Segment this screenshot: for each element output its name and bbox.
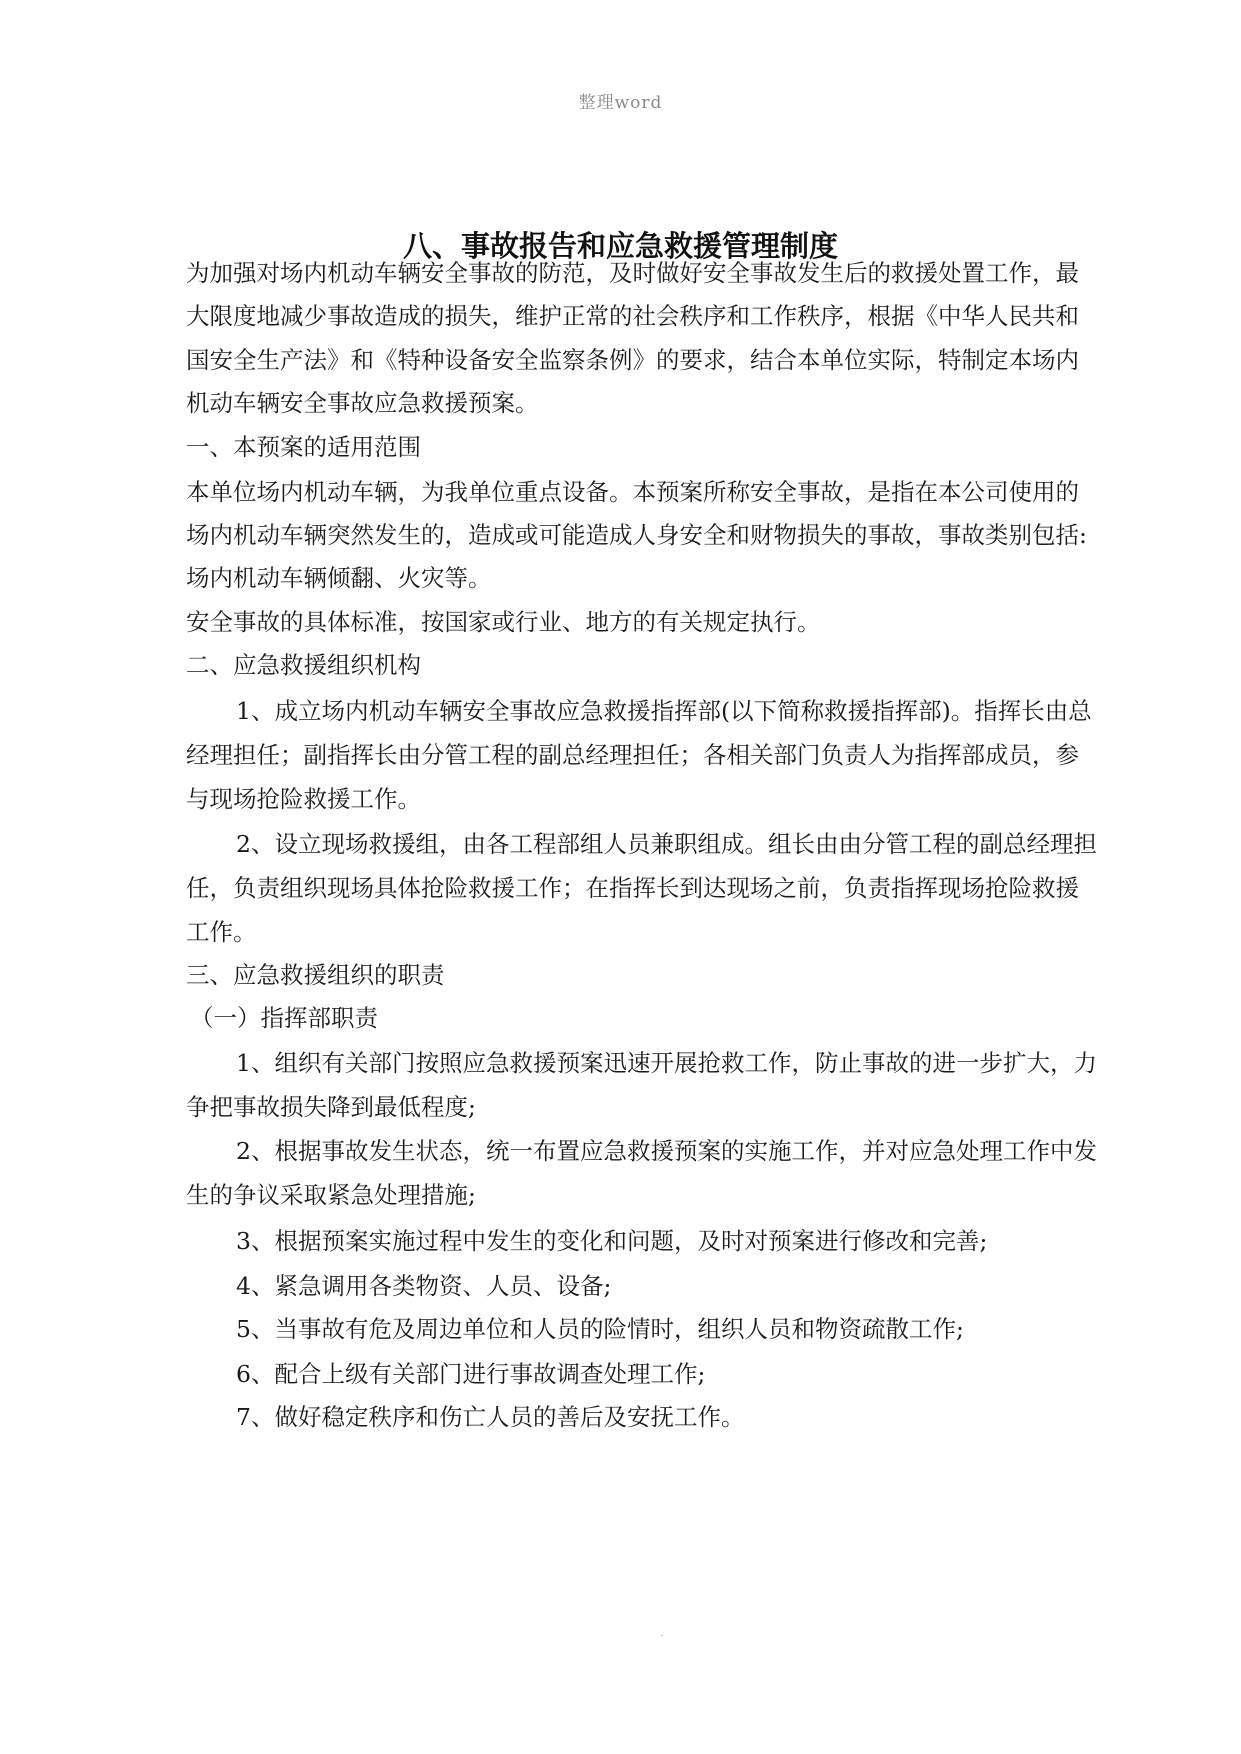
paragraph-line: 机动车辆安全事故应急救援预案。	[186, 389, 539, 417]
paragraph-line: 2、设立现场救援组，由各工程部组人员兼职组成。组长由由分管工程的副总经理担	[236, 830, 1097, 858]
paragraph-line: 1、成立场内机动车辆安全事故应急救援指挥部(以下简称救援指挥部)。指挥长由总	[236, 697, 1092, 725]
header-watermark: 整理word	[578, 93, 663, 113]
paragraph-line: 5、当事故有危及周边单位和人员的险情时，组织人员和物资疏散工作;	[236, 1315, 964, 1343]
paragraph-line: 场内机动车辆倾翻、火灾等。	[186, 564, 492, 592]
paragraph-line: 3、根据预案实施过程中发生的变化和问题，及时对预案进行修改和完善;	[236, 1227, 988, 1255]
paragraph-line: 安全事故的具体标准，按国家或行业、地方的有关规定执行。	[186, 608, 821, 636]
paragraph-line: 7、做好稳定秩序和伤亡人员的善后及安抚工作。	[236, 1403, 745, 1431]
paragraph-line: 1、组织有关部门按照应急救援预案迅速开展抢救工作，防止事故的进一步扩大，力	[236, 1049, 1097, 1077]
paragraph-line: 为加强对场内机动车辆安全事故的防范，及时做好安全事故发生后的救援处置工作，最	[186, 259, 1079, 287]
paragraph-line: 大限度地减少事故造成的损失，维护正常的社会秩序和工作秩序，根据《中华人民共和	[186, 302, 1079, 330]
paragraph-line: 2、根据事故发生状态，统一布置应急救援预案的实施工作，并对应急处理工作中发	[236, 1137, 1097, 1165]
subsection-heading: （一）指挥部职责	[190, 1004, 378, 1032]
paragraph-line: 生的争议采取紧急处理措施;	[186, 1181, 476, 1209]
paragraph-line: 本单位场内机动车辆，为我单位重点设备。本预案所称安全事故，是指在本公司使用的	[186, 478, 1079, 506]
section-heading: 二、应急救援组织机构	[186, 651, 421, 679]
footer-mark: .	[660, 1628, 664, 1639]
paragraph-line: 经理担任；副指挥长由分管工程的副总经理担任；各相关部门负责人为指挥部成员，参	[186, 741, 1079, 769]
paragraph-line: 场内机动车辆突然发生的，造成或可能造成人身安全和财物损失的事故，事故类别包括:	[186, 521, 1087, 549]
paragraph-line: 任，负责组织现场具体抢险救援工作；在指挥长到达现场之前，负责指挥现场抢险救援	[186, 874, 1079, 902]
paragraph-line: 4、紧急调用各类物资、人员、设备;	[236, 1272, 612, 1300]
paragraph-line: 国安全生产法》和《特种设备安全监察条例》的要求，结合本单位实际，特制定本场内	[186, 346, 1079, 374]
paragraph-line: 工作。	[186, 918, 257, 946]
document-title: 八、事故报告和应急救援管理制度	[402, 229, 838, 263]
section-heading: 一、本预案的适用范围	[186, 433, 421, 461]
paragraph-line: 争把事故损失降到最低程度;	[186, 1093, 476, 1121]
paragraph-line: 与现场抢险救援工作。	[186, 785, 421, 813]
section-heading: 三、应急救援组织的职责	[186, 961, 445, 989]
paragraph-line: 6、配合上级有关部门进行事故调查处理工作;	[236, 1360, 706, 1388]
